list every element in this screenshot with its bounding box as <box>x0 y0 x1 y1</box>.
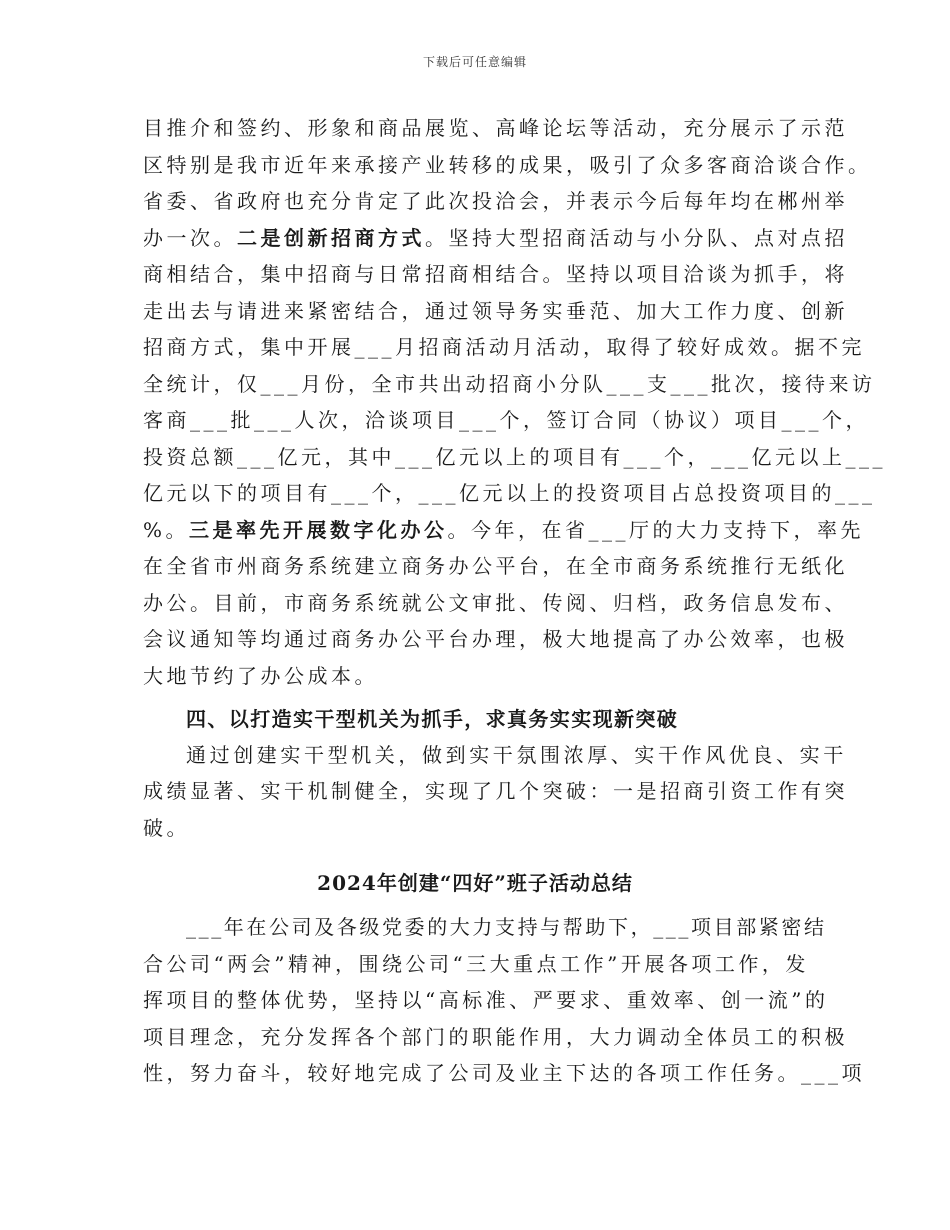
paragraph-line: 性，努力奋斗，较好地完成了公司及业主下达的各项工作任务。___项 <box>143 1061 865 1085</box>
page-header: 下载后可任意编辑 <box>422 55 527 69</box>
paragraph-line: 省委、省政府也充分肯定了此次投洽会，并表示今后每年均在郴州举 <box>143 189 848 213</box>
paragraph-line: 成绩显著、实干机制健全，实现了几个突破：一是招商引资工作有突 <box>143 779 848 803</box>
article-title: 2024年创建“四好”班子活动总结 <box>317 871 633 895</box>
paragraph-line: 目推介和签约、形象和商品展览、高峰论坛等活动，充分展示了示范 <box>143 116 848 140</box>
text-run: 。今年，在省___厅的大力支持下，率先 <box>447 518 865 542</box>
paragraph-line: 破。 <box>143 816 190 840</box>
text-run: 。坚持大型招商活动与小分队、点对点招 <box>425 226 848 250</box>
text-run: %。 <box>143 518 190 542</box>
paragraph-line: 客商___批___人次，洽谈项目___个，签订合同（协议）项目___个， <box>143 408 869 432</box>
paragraph-line: 合公司“两会”精神，围绕公司“三大重点工作”开展各项工作，发 <box>143 952 809 976</box>
paragraph-line: 全统计，仅___月份，全市共出动招商小分队___支___批次，接待来访 <box>143 372 876 396</box>
paragraph-line: 招商方式，集中开展___月招商活动月活动，取得了较好成效。据不完 <box>143 335 865 359</box>
paragraph-line: 挥项目的整体优势，坚持以“高标准、严要求、重效率、创一流”的 <box>143 988 829 1012</box>
text-run: 办一次。 <box>143 226 237 250</box>
paragraph-line: 在全省市州商务系统建立商务办公平台，在全市商务系统推行无纸化 <box>143 554 848 578</box>
bold-emphasis: 三是率先开展数字化办公 <box>189 518 448 542</box>
paragraph-line: 通过创建实干型机关，做到实干氛围浓厚、实干作风优良、实干 <box>186 743 847 767</box>
paragraph-line <box>143 517 865 543</box>
section-heading: 四、以打造实干型机关为抓手，求真务实实现新突破 <box>186 707 679 731</box>
paragraph-line: 投资总额___亿元，其中___亿元以上的项目有___个，___亿元以上___ <box>143 445 886 469</box>
paragraph-line: 办公。目前，市商务系统就公文审批、传阅、归档，政务信息发布、 <box>143 591 848 615</box>
paragraph-line: 项目理念，充分发挥各个部门的职能作用，大力调动全体员工的积极 <box>143 1025 848 1049</box>
paragraph-line: 会议通知等均通过商务办公平台办理，极大地提高了办公效率，也极 <box>143 627 848 651</box>
paragraph-line: 大地节约了办公成本。 <box>143 664 378 688</box>
paragraph-line: 区特别是我市近年来承接产业转移的成果，吸引了众多客商洽谈合作。 <box>143 153 872 177</box>
paragraph-line <box>143 225 848 251</box>
paragraph-line: 商相结合，集中招商与日常招商相结合。坚持以项目洽谈为抓手，将 <box>143 262 848 286</box>
paragraph-line: 亿元以下的项目有___个，___亿元以上的投资项目占总投资项目的___ <box>143 481 876 505</box>
bold-emphasis: 二是创新招商方式 <box>237 226 425 250</box>
paragraph-line: ___年在公司及各级党委的大力支持与帮助下，___项目部紧密结 <box>186 915 827 939</box>
paragraph-line: 走出去与请进来紧密结合，通过领导务实垂范、加大工作力度、创新 <box>143 299 848 323</box>
